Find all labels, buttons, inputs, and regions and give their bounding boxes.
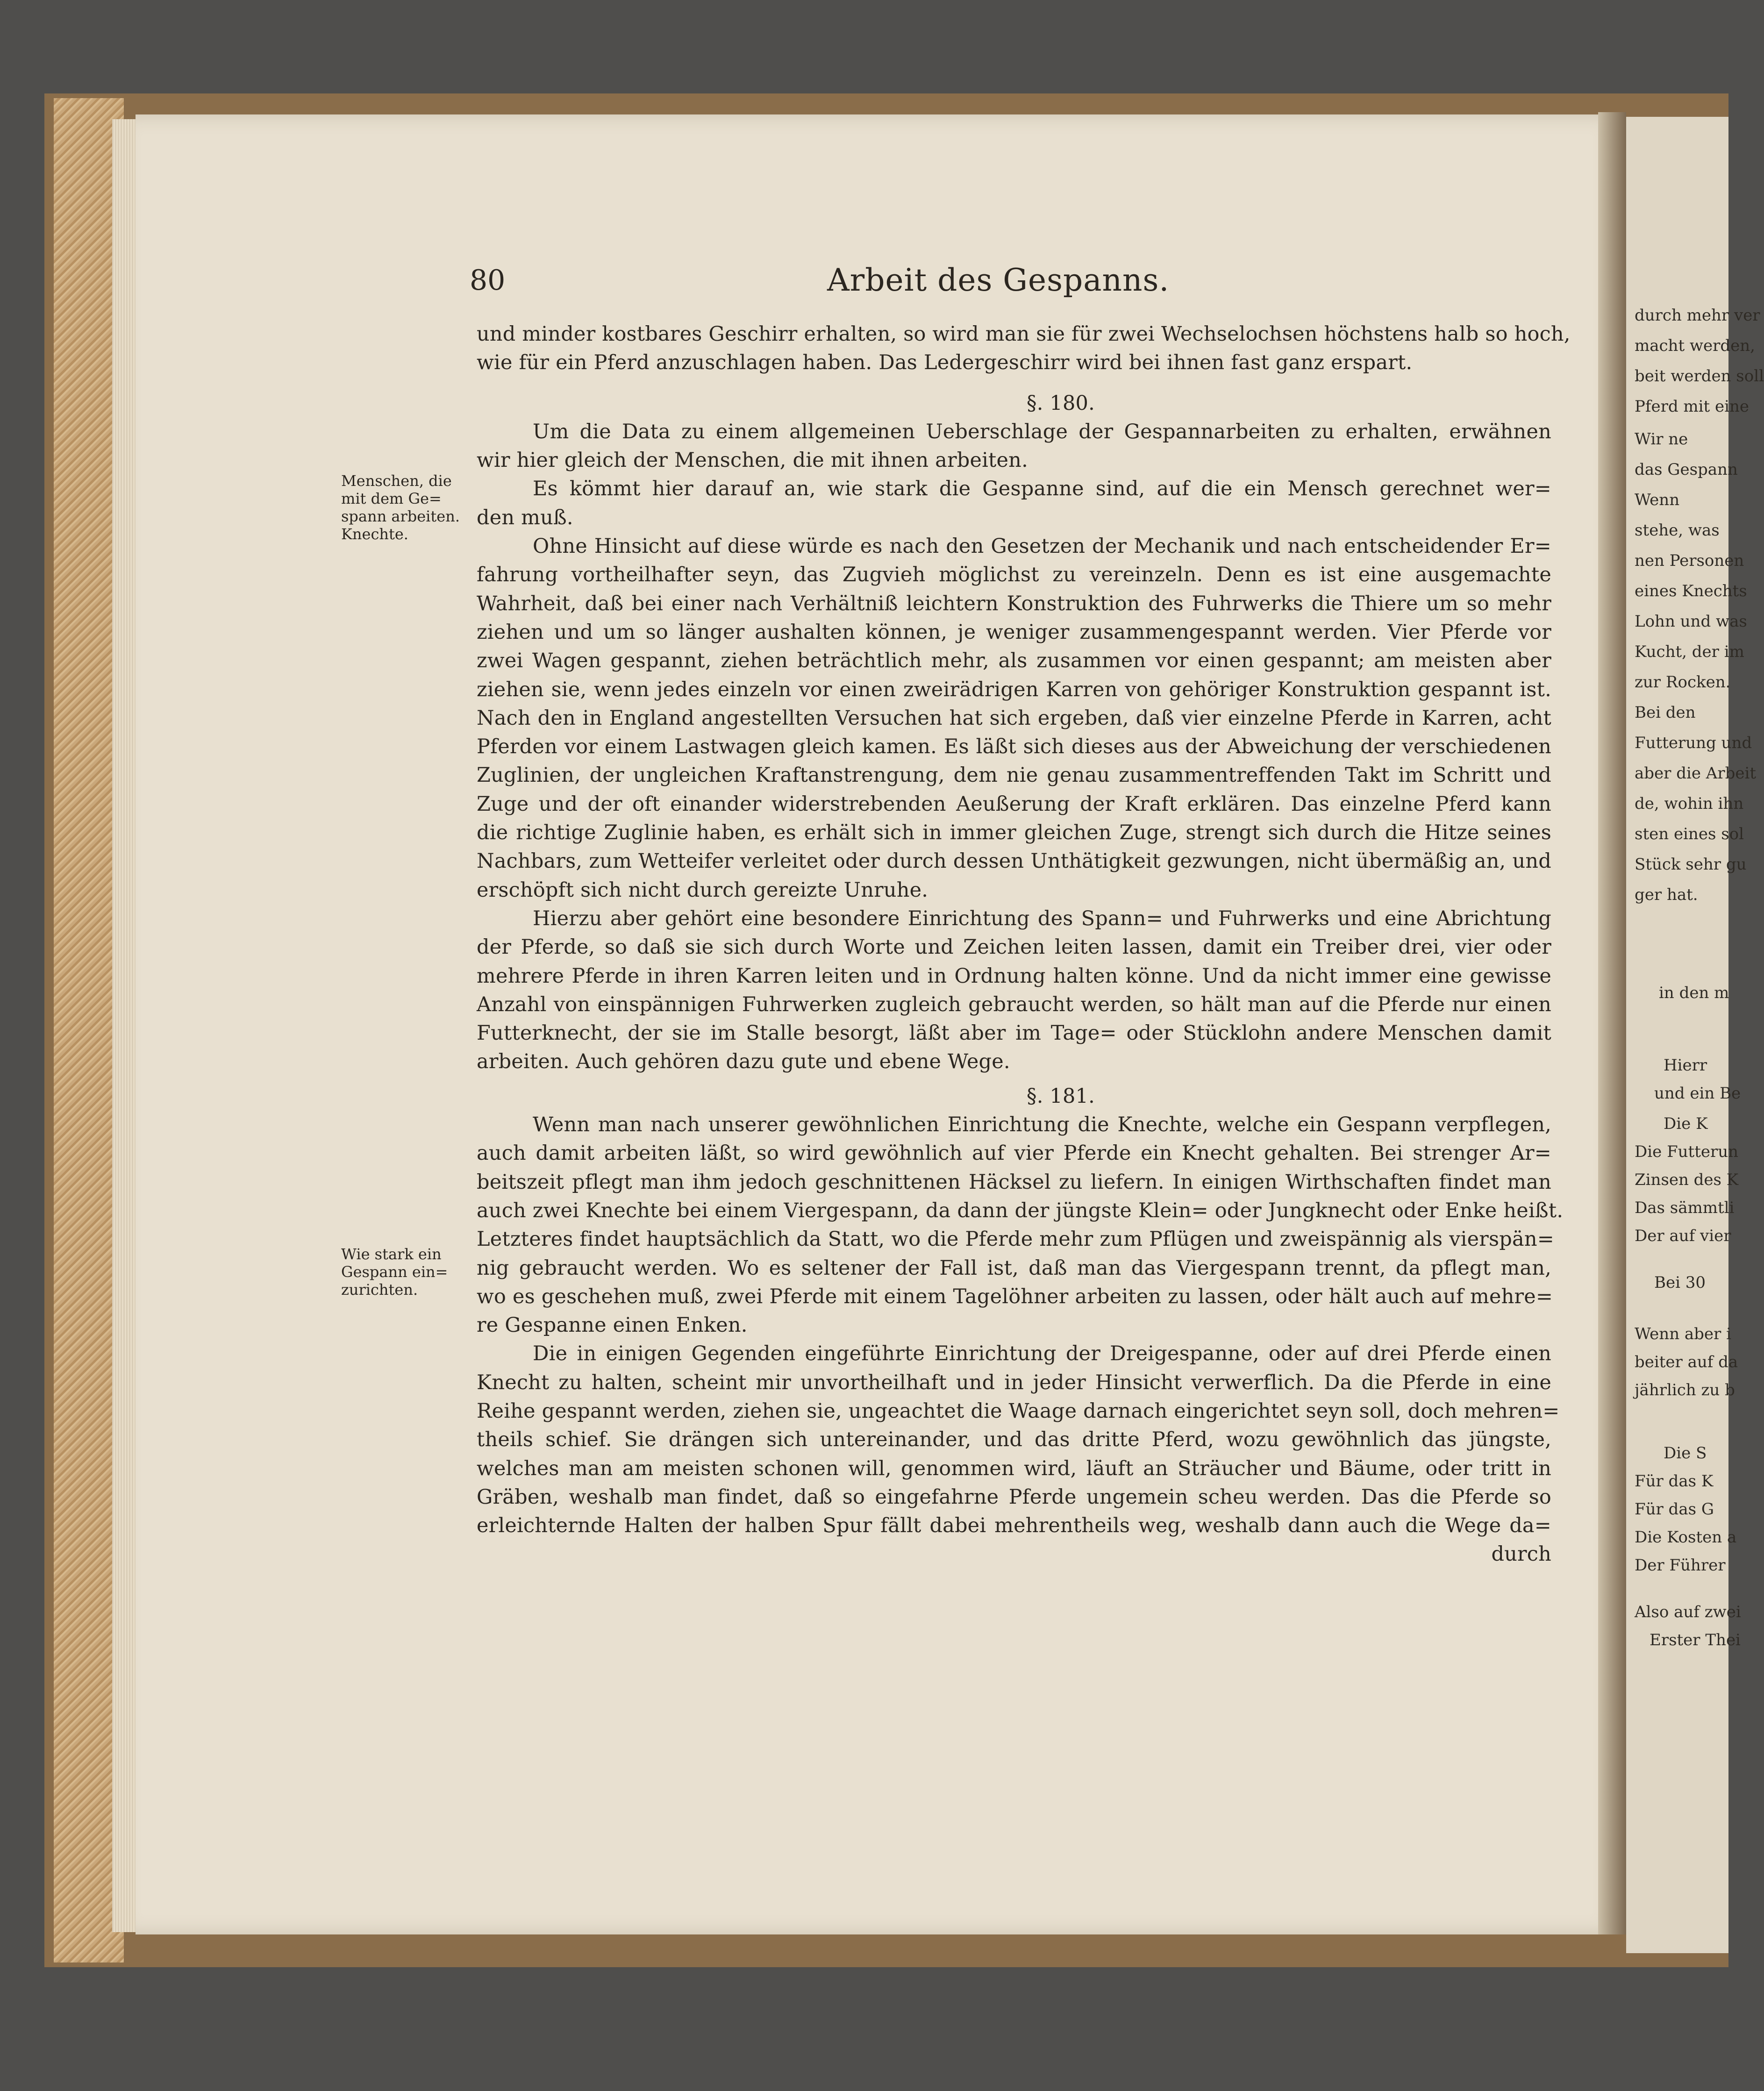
running-title: Arbeit des Gespanns. <box>827 262 1170 298</box>
text-line: Ohne Hinsicht auf diese würde es nach den Gesetzen der Mechanik und nach entscheidender Er= <box>533 535 1551 558</box>
text-line: Knecht zu halten, scheint mir unvortheilhaft und in jeder Hinsicht verwerflich. Da die Pferde in eine <box>477 1370 1551 1394</box>
next-page-line: Wir ne <box>1635 430 1688 449</box>
next-page-line: de, wohin ihn <box>1635 794 1744 813</box>
next-page-line: sten eines sol <box>1635 825 1744 843</box>
text-line: Nachbars, zum Wetteifer verleitet oder durch dessen Unthätigkeit gezwungen, nicht übermäßig an, und <box>477 849 1551 873</box>
next-page-line: Die Kosten a <box>1635 1528 1737 1547</box>
next-page-line: Also auf zwei <box>1635 1603 1741 1621</box>
next-page-line: Wenn <box>1635 491 1680 509</box>
margin-note-team-size <box>341 1245 467 1299</box>
margin-note-workers <box>341 472 467 543</box>
book-gutter <box>1598 112 1626 1934</box>
next-page-line: Die Futterun <box>1635 1142 1739 1161</box>
next-page-line: jährlich zu b <box>1635 1381 1735 1399</box>
text-line: und minder kostbares Geschirr erhalten, so wird man sie für zwei Wechselochsen höchstens halb so hoch, <box>477 322 1571 346</box>
next-page-line: stehe, was <box>1635 521 1720 540</box>
margin-note-line: Gespann ein= <box>341 1263 448 1281</box>
next-page-line: beit werden soll <box>1635 367 1764 385</box>
text-line: Wenn man nach unserer gewöhnlichen Einrichtung die Knechte, welche ein Gespann verpflegen, <box>533 1113 1551 1137</box>
catchword: durch <box>1491 1542 1551 1566</box>
next-page-line: zur Rocken. <box>1635 673 1731 692</box>
text-line: mehrere Pferde in ihren Karren leiten und in Ordnung halten könne. Und da nicht immer eine gewisse <box>477 964 1551 988</box>
text-line: arbeiten. Auch gehören dazu gute und ebene Wege. <box>477 1050 1010 1074</box>
text-line: Zuge und der oft einander widerstrebenden Aeußerung der Kraft erklären. Das einzelne Pferd kann <box>477 792 1551 816</box>
next-page-line: das Gespann <box>1635 460 1738 479</box>
margin-note-line: Wie stark ein <box>341 1245 442 1263</box>
next-page-line: Wenn aber i <box>1635 1325 1731 1343</box>
section-heading: §. 180. <box>1027 391 1095 415</box>
next-page-line: Pferd mit eine <box>1635 397 1750 416</box>
next-page-line: Futterung und <box>1635 734 1752 752</box>
text-line: nig gebraucht werden. Wo es seltener der Fall ist, daß man das Viergespann trennt, da pflegt man, <box>477 1256 1551 1280</box>
text-line: Futterknecht, der sie im Stalle besorgt, läßt aber im Tage= oder Stücklohn andere Menschen damit <box>477 1021 1551 1045</box>
text-line: wir hier gleich der Menschen, die mit ihnen arbeiten. <box>477 449 1028 472</box>
text-line: den muß. <box>477 506 573 529</box>
text-line: Es kömmt hier darauf an, wie stark die Gespanne sind, auf die ein Mensch gerechnet wer= <box>533 477 1551 501</box>
section-heading: §. 181. <box>1027 1084 1095 1108</box>
next-page-line: Der auf vier <box>1635 1227 1731 1245</box>
text-line: wie für ein Pferd anzuschlagen haben. Das Ledergeschirr wird bei ihnen fast ganz erspart. <box>477 351 1413 375</box>
margin-note-line: Menschen, die <box>341 472 452 490</box>
text-line: welches man am meisten schonen will, genommen wird, läuft an Sträucher und Bäume, oder tritt in <box>477 1456 1551 1480</box>
next-page-line: eines Knechts <box>1635 582 1747 600</box>
next-page-line: ger hat. <box>1635 885 1698 904</box>
next-page-line: Stück sehr gu <box>1635 855 1747 874</box>
next-page-line: Für das K <box>1635 1472 1714 1491</box>
text-line: Hierzu aber gehört eine besondere Einrichtung des Spann= und Fuhrwerks und eine Abrichtung <box>533 906 1551 930</box>
next-page-line: Lohn und was <box>1635 612 1747 631</box>
next-page-line: Der Führer <box>1635 1556 1726 1575</box>
next-page-line: in den m <box>1659 984 1729 1002</box>
next-page-line: Kucht, der im <box>1635 642 1744 661</box>
next-page-line: Hierr <box>1664 1056 1707 1075</box>
text-line: Letzteres findet hauptsächlich da Statt, wo die Pferde mehr zum Pflügen und zweispännig als vierspän= <box>477 1227 1554 1251</box>
next-page-line: durch mehr ver <box>1635 306 1760 325</box>
text-line: zwei Wagen gespannt, ziehen beträchtlich mehr, als zusammen vor einen gespannt; am meisten aber <box>477 649 1551 673</box>
text-line: Reihe gespannt werden, ziehen sie, ungeachtet die Waage darnach eingerichtet seyn soll, doch mehren= <box>477 1399 1560 1423</box>
margin-note-line: spann arbeiten. <box>341 507 460 525</box>
text-line: auch damit arbeiten läßt, so wird gewöhnlich auf vier Pferde ein Knecht gehalten. Bei strenger Ar= <box>477 1142 1551 1165</box>
next-page-line: nen Personen <box>1635 551 1744 570</box>
text-line: re Gespanne einen Enken. <box>477 1313 748 1337</box>
text-line: auch zwei Knechte bei einem Viergespann, da dann der jüngste Klein= oder Jungknecht oder Enke heißt. <box>477 1199 1564 1222</box>
right-page-fragment <box>1626 117 1764 1953</box>
next-page-line: Die K <box>1664 1114 1708 1133</box>
margin-note-line: mit dem Ge= <box>341 490 442 507</box>
text-line: ziehen sie, wenn jedes einzeln vor einen zweirädrigen Karren von gehöriger Konstruktion gespannt ist. <box>477 678 1551 701</box>
text-line: Wahrheit, daß bei einer nach Verhältniß leichtern Konstruktion des Fuhrwerks die Thiere um so mehr <box>477 592 1551 615</box>
next-page-line: macht werden, <box>1635 336 1755 355</box>
page-number: 80 <box>470 264 506 297</box>
text-line: Gräben, weshalb man findet, daß so eingefahrne Pferde ungemein scheu werden. Das die Pferde so <box>477 1485 1551 1509</box>
next-page-line: Zinsen des K <box>1635 1170 1739 1189</box>
next-page-line: Bei 30 <box>1654 1273 1706 1292</box>
next-page-line: und ein Be <box>1654 1084 1741 1103</box>
text-line: fahrung vortheilhafter seyn, das Zugvieh möglichst zu vereinzeln. Denn es ist eine ausgemachte <box>477 563 1551 587</box>
margin-note-line: Knechte. <box>341 525 408 543</box>
next-page-line: beiter auf da <box>1635 1353 1738 1371</box>
next-page-line: Die S <box>1664 1444 1707 1463</box>
text-line: Zuglinien, der ungleichen Kraftanstrengung, dem nie genau zusammentreffenden Takt im Schritt und <box>477 764 1551 787</box>
margin-note-line: zurichten. <box>341 1281 418 1299</box>
text-line: wo es geschehen muß, zwei Pferde mit einem Tagelöhner arbeiten zu lassen, oder hält auch auf mehre= <box>477 1285 1553 1308</box>
text-line: Pferden vor einem Lastwagen gleich kamen. Es läßt sich dieses aus der Abweichung der verschiedenen <box>477 735 1551 759</box>
text-line: Um die Data zu einem allgemeinen Ueberschlage der Gespannarbeiten zu erhalten, erwähnen <box>533 420 1551 443</box>
text-line: ziehen und um so länger aushalten können, je weniger zusammengespannt werden. Vier Pferde vor <box>477 620 1551 644</box>
next-page-line: Bei den <box>1635 703 1696 722</box>
next-page-line: Für das G <box>1635 1500 1714 1519</box>
body-text <box>477 320 1571 1569</box>
next-page-line: Das sämmtli <box>1635 1199 1735 1217</box>
text-line: beitszeit pflegt man ihm jedoch geschnittenen Häcksel zu liefern. In einigen Wirthschaften findet man <box>477 1170 1551 1194</box>
next-page-line: Erster Thei <box>1650 1631 1741 1649</box>
text-line: die richtige Zuglinie haben, es erhält sich in immer gleichen Zuge, strengt sich durch die Hitze seines <box>477 821 1551 845</box>
next-page-line: aber die Arbeit <box>1635 764 1757 783</box>
text-line: Die in einigen Gegenden eingeführte Einrichtung der Dreigespanne, oder auf drei Pferde einen <box>533 1342 1551 1366</box>
text-line: Anzahl von einspännigen Fuhrwerken zugleich gebraucht werden, so hält man auf die Pferde nur einen <box>477 992 1551 1016</box>
text-line: erschöpft sich nicht durch gereizte Unruhe. <box>477 878 928 902</box>
text-line: Nach den in England angestellten Versuchen hat sich ergeben, daß vier einzelne Pferde in Karren, acht <box>477 706 1551 730</box>
text-line: theils schief. Sie drängen sich untereinander, und das dritte Pferd, wozu gewöhnlich das jüngste, <box>477 1428 1551 1452</box>
text-line: der Pferde, so daß sie sich durch Worte und Zeichen leiten lassen, damit ein Treiber drei, vier oder <box>477 935 1551 959</box>
text-line: erleichternde Halten der halben Spur fällt dabei mehrentheils weg, weshalb dann auch die Wege da= <box>477 1514 1551 1538</box>
